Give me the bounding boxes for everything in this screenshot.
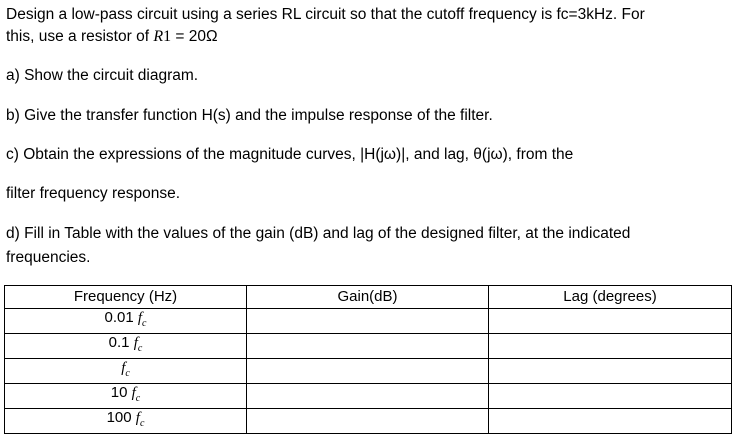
lag-cell[interactable] [489, 309, 732, 334]
part-d-line-1: d) Fill in Table with the values of the gain (dB) and lag of the designed filter, at the indicated [6, 225, 631, 242]
gain-cell[interactable] [247, 409, 489, 434]
part-c-line-1: c) Obtain the expressions of the magnitude curves, |H(jω)|, and lag, θ(jω), from the [6, 146, 574, 163]
intro-line-1: Design a low-pass circuit using a series RL circuit so that the cutoff frequency is fc=3kHz. For [6, 6, 645, 23]
gain-cell[interactable] [247, 384, 489, 409]
frequency-multiplier: 0.01 [104, 309, 138, 326]
gain-cell[interactable] [247, 359, 489, 384]
cutoff-frequency-symbol: $f_c$ [131, 385, 141, 404]
resistor-symbol: R [153, 28, 164, 45]
table-row [5, 334, 732, 359]
part-c-line-2: filter frequency response. [6, 185, 181, 202]
header-frequency: Frequency (Hz) [5, 286, 247, 309]
gain-cell[interactable] [247, 334, 489, 359]
frequency-table [4, 285, 732, 434]
intro-line-2 [6, 26, 218, 48]
lag-cell[interactable] [489, 409, 732, 434]
cutoff-frequency-symbol: $f_c$ [135, 410, 145, 429]
cutoff-frequency-symbol: $f_c$ [137, 310, 147, 329]
part-d-line-2: frequencies. [6, 249, 91, 266]
lag-cell[interactable] [489, 384, 732, 409]
cutoff-frequency-symbol: $f_c$ [121, 360, 130, 379]
frequency-cell [5, 309, 247, 334]
frequency-multiplier: 0.1 [108, 334, 134, 351]
lag-cell[interactable] [489, 334, 732, 359]
table-header-row [5, 286, 732, 309]
frequency-multiplier: 100 [106, 409, 136, 426]
intro-line-2-prefix: this, use a resistor of [6, 28, 154, 45]
table-row [5, 409, 732, 434]
frequency-cell [5, 409, 247, 434]
header-lag: Lag (degrees) [489, 286, 732, 309]
part-a: a) Show the circuit diagram. [6, 67, 199, 84]
part-b: b) Give the transfer function H(s) and the impulse response of the filter. [6, 107, 493, 124]
frequency-multiplier: 10 [110, 384, 132, 401]
cutoff-frequency-symbol: $f_c$ [133, 335, 143, 354]
resistor-index: 1 [163, 28, 172, 45]
frequency-cell [5, 359, 247, 384]
frequency-cell [5, 334, 247, 359]
table-row [5, 359, 732, 384]
lag-cell[interactable] [489, 359, 732, 384]
header-gain: Gain(dB) [247, 286, 489, 309]
frequency-cell [5, 384, 247, 409]
resistor-value: = 20Ω [171, 28, 218, 45]
table-row [5, 384, 732, 409]
gain-cell[interactable] [247, 309, 489, 334]
table-row [5, 309, 732, 334]
